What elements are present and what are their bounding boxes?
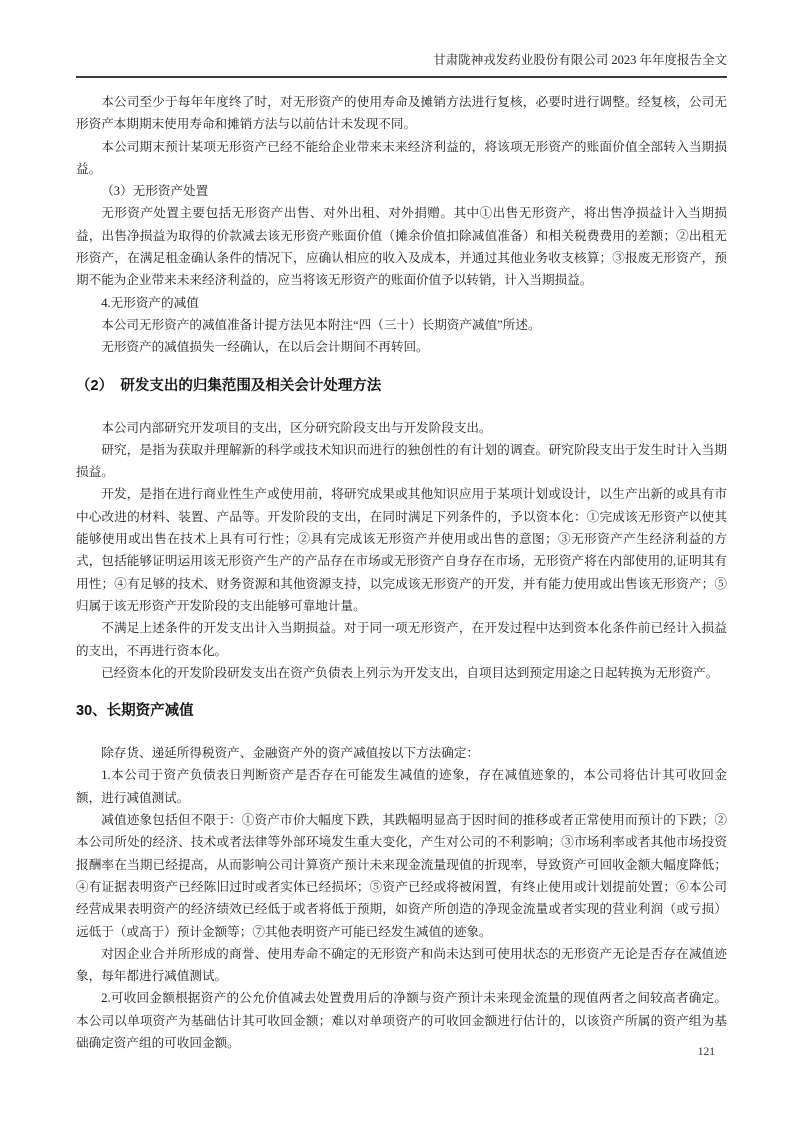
- header-divider: [76, 76, 727, 78]
- paragraph: 已经资本化的开发阶段研发支出在资产负债表上列示为开发支出，自项目达到预定用途之日起转换为无形资产。: [101, 665, 719, 680]
- paragraph: 开发，是指在进行商业性生产或使用前，将研究成果或其他知识应用于某项计划或设计，以生产出新的或具有市中心改进的材料、装置、产品等。开发阶段的支出，在同时满足下列条件的，予以资本化：①完成该无形资产以使其能够使用或出售在技术上具有可行性；②具有完成该无形资产并使用或出售的意图；③无形资产产生经济利益的方式，包括能够证明运用该无形资产生产的产品存在市场或无形资产自身存在市场，无形资产将在内部使用的,证明其有用性；④有足够的技术、财务资源和其他资源支持，以完成该无形资产的开发，并有能力使用或出售该无形资产；⑤归属于该无形资产开发阶段的支出能够可靠地计量。: [76, 487, 727, 613]
- body-text: [76, 91, 727, 1054]
- paragraph-subheading-impairment: 4.无形资产的减值: [101, 295, 199, 310]
- paragraph: 本公司期末预计某项无形资产已经不能给企业带来未来经济利益的，将该项无形资产的账面价值全部转入当期损益。: [76, 139, 727, 176]
- paragraph: 不满足上述条件的开发支出计入当期损益。对于同一项无形资产，在开发过程中达到资本化条件前已经计入损益的支出，不再进行资本化。: [76, 621, 727, 658]
- paragraph: 除存货、递延所得税资产、金融资产外的资产减值按以下方法确定：: [101, 746, 479, 761]
- paragraph: 2.可收回金额根据资产的公允价值减去处置费用后的净额与资产预计未来现金流量的现值两者之间较高者确定。本公司以单项资产为基础估计其可收回金额；难以对单项资产的可收回金额进行估计的，以该资产所属的资产组为基础确定资产组的可收回金额。: [76, 991, 727, 1050]
- paragraph: 本公司内部研究开发项目的支出，区分研究阶段支出与开发阶段支出。: [101, 420, 492, 435]
- section-heading-longterm-impairment: 30、长期资产减值: [76, 703, 194, 720]
- paragraph-subheading-disposal: （3）无形资产处置: [101, 184, 209, 199]
- paragraph: 无形资产的减值损失一经确认，在以后会计期间不再转回。: [101, 340, 429, 355]
- paragraph: 减值迹象包括但不限于：①资产市价大幅度下跌，其跌幅明显高于因时间的推移或者正常使用而预计的下跌；②本公司所处的经济、技术或者法律等外部环境发生重大变化，产生对公司的不利影响；③市场利率或者其他市场投资报酬率在当期已经提高，从而影响公司计算资产预计未来现金流量现值的折现率，导致资产可回收金额大幅度降低；④有证据表明资产已经陈旧过时或者实体已经损坏；⑤资产已经或将被闲置，有终止使用或计划提前处置；⑥本公司经营成果表明资产的经济绩效已经低于或者将低于预期，如资产所创造的净现金流量或者实现的营业利润（或亏损）远低于（或高于）预计金额等；⑦其他表明资产可能已经发生减值的迹象。: [76, 813, 727, 939]
- page-number: 121: [697, 1046, 715, 1058]
- paragraph: 对因企业合并所形成的商誉、使用寿命不确定的无形资产和尚未达到可使用状态的无形资产无论是否存在减值迹象，每年都进行减值测试。: [76, 946, 727, 984]
- paragraph: 本公司至少于每年年度终了时，对无形资产的使用寿命及摊销方法进行复核，必要时进行调整。经复核，公司无形资产本期期末使用寿命和摊销方法与以前估计未发现不同。: [76, 95, 727, 132]
- paragraph: 1.本公司于资产负债表日判断资产是否存在可能发生减值的迹象，存在减值迹象的，本公司将估计其可收回金额，进行减值测试。: [76, 768, 727, 805]
- paragraph: 无形资产处置主要包括无形资产出售、对外出租、对外捐赠。其中①出售无形资产，将出售净损益计入当期损益，出售净损益为取得的价款减去该无形资产账面价值（摊余价值扣除减值准备）和相关税费费用的差额；②出租无形资产，在满足租金确认条件的情况下，应确认相应的收入及成本，并通过其他业务收支核算；③报废无形资产，预期不能为企业带来未来经济利益的，应当将该无形资产的账面价值予以转销，计入当期损益。: [76, 206, 727, 288]
- paragraph: 研究，是指为获取并理解新的科学或技术知识而进行的独创性的有计划的调查。研究阶段支出于发生时计入当期损益。: [76, 442, 727, 480]
- paragraph: 本公司无形资产的减值准备计提方法见本附注“四（三十）长期资产减值”所述。: [101, 317, 541, 332]
- document-header-title: 甘肃陇神戎发药业股份有限公司 2023 年年度报告全文: [433, 53, 727, 67]
- section-heading-rd-expenditure: （2） 研发支出的归集范围及相关会计处理方法: [76, 377, 382, 394]
- page-content: [76, 52, 727, 1054]
